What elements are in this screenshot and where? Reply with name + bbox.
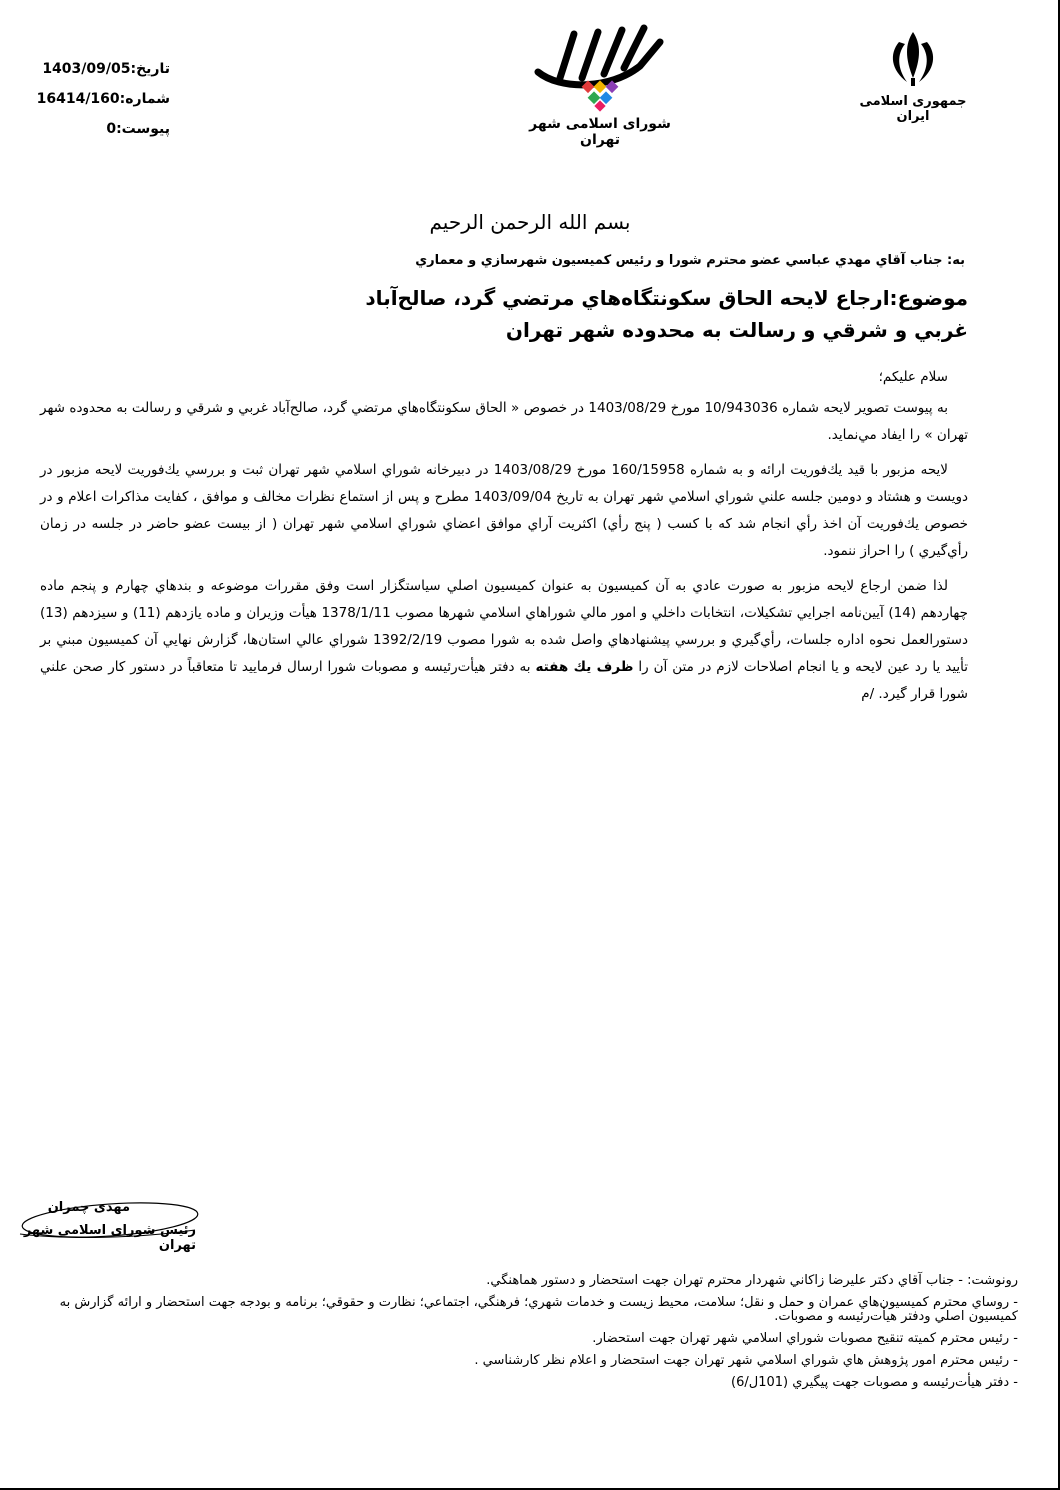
number-line: شماره:16414/160 [36,91,170,107]
copies-section [8,1270,1018,1394]
iran-emblem [858,28,968,128]
body-paragraph [40,573,968,708]
subject-line: موضوع:ارجاع لايحه الحاق سكونتگاه‌هاي مرتضي گرد، صالح‌آباد غربي و شرقي و رسالت به محدوده شهر تهران [365,286,968,342]
signer-title: رئیس شورای اسلامی شهر تهران [23,1223,196,1253]
iran-emblem-caption: جمهوری اسلامی ایران [859,94,967,124]
attachment-line: پیوست:0 [106,121,170,137]
emphasis-deadline: ظرف يك هفته [535,659,634,675]
copies-item: - رئيس محترم امور پژوهش هاي شوراي اسلامي شهر تهران جهت استحضار و اعلام نظر كارشناسي . [474,1353,1018,1368]
copies-item: - رئيس محترم كميته تنقيح مصوبات شوراي اسلامي شهر تهران جهت استحضار. [592,1331,1018,1346]
copies-item: - روساي محترم كميسيون‌هاي عمران و حمل و نقل؛ سلامت، محيط زيست و خدمات شهري؛ فرهنگي، اجتماعي؛ نظارت و حقوقي؛ برنامه و بودجه جهت استحضار و ارائه گزارش به كميسيون اصلي ودفتر هيأت‌رئيسه و مصوبات. [59,1295,1018,1324]
council-logo-caption: شورای اسلامی شهر تهران [529,116,671,148]
iran-emblem-icon [883,28,943,88]
copies-intro: رونوشت: - جناب آقاي دكتر عليرضا زاكاني شهردار محترم تهران جهت استحضار و دستور هماهنگي. [486,1273,1018,1288]
copies-item: - دفتر هيأت‌رئيسه و مصوبات جهت پيگيري (101ل/6) [731,1375,1018,1390]
date-line: تاریخ:1403/09/05 [42,61,170,77]
body-paragraph-part: به دفتر هيأت‌رئيسه و مصوبات شورا ارسال فرماييد تا متعاقباً در دستور كار صحن علني شورا قرار گيرد. /م [40,659,968,702]
letter-meta [36,54,170,144]
council-logo [520,20,680,160]
signer-name: مهدی چمران [47,1200,130,1215]
body-paragraph-part: لذا ضمن ارجاع لايحه مزبور به صورت عادي به آن كميسيون به عنوان كميسيون اصلي سياستگزار است وفق مقررات موضوعه و بندهاي چهارم و پنجم ماده چهاردهم (14) آيين‌نامه اجرايي تشكيلات، انتخابات داخلي و امور مالي شوراهاي اسلامي شهرها مصوب 1378/1/11 هيأت وزيران و ماده يازدهم (11) و سيزدهم (13) دستورالعمل نحوه اداره جلسات، رأي‌گيري و بررسي پيشنهادهاي واصل شده به شورا مصوب 1392/2/19 شوراي عالي استان‌ها، گزارش نهايي آن كميسيون مبني بر تأييد يا رد عين لايحه و يا انجام اصلاحات لازم در متن آن را [40,578,969,675]
greeting: سلام عليكم؛ [878,369,948,385]
letter-body [40,364,968,716]
recipient-line: به: جناب آقاي مهدي عباسي عضو محترم شورا و رئيس كميسيون شهرسازي و معماري [415,253,965,268]
body-paragraph: لايحه مزبور با قيد يك‌فوريت ارائه و به شماره 160/15958 مورخ 1403/08/29 در دبيرخانه شوراي اسلامي شهر تهران ثبت و بررسي يك‌فوريت لايحه مزبور در دويست و هشتاد و دومين جلسه علني شوراي اسلامي شهر تهران به تاريخ 1403/09/04 مطرح و پس از استماع نظرات مخالف و موافق ، كفايت مذاكرات اعلام و در خصوص يك‌فوريت آن اخذ رأي انجام شد كه با كسب ( پنج رأي) اكثريت آراي موافق اعضاي شوراي اسلامي شهر تهران ( از بيست عضو حاضر در جلسه در زمان رأي‌گيري ) را احراز ننمود. [40,462,968,559]
council-logo-icon [520,20,680,112]
signature-block [10,1200,200,1253]
basmala: بسم الله الرحمن الرحيم [429,210,631,234]
body-paragraph: به پيوست تصوير لايحه شماره 10/943036 مورخ 1403/08/29 در خصوص « الحاق سكونتگاه‌هاي مرتضي گرد، صالح‌آباد غربي و شرقي و رسالت به محدوده شهر تهران » را ايفاد مي‌نمايد. [40,400,968,443]
